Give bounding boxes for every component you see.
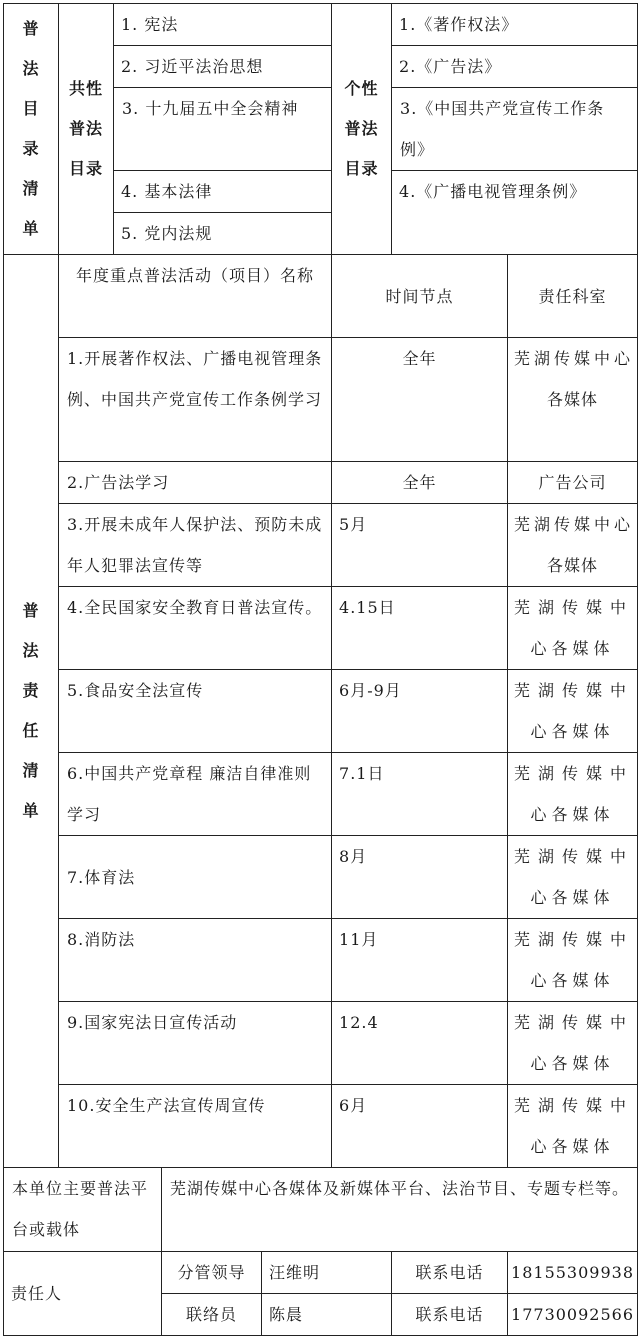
role-cell: 联络员 — [162, 1294, 262, 1336]
time-cell: 4.15日 — [332, 587, 508, 670]
dept-cell: 芜湖传媒中心各媒体 — [508, 338, 638, 462]
time-cell: 全年 — [332, 338, 508, 462]
platform-label: 本单位主要普法平台或载体 — [4, 1168, 162, 1252]
activity-cell: 4.全民国家安全教育日普法宣传。 — [59, 587, 332, 670]
time-header: 时间节点 — [332, 255, 508, 338]
activity-cell: 5.食品安全法宣传 — [59, 670, 332, 753]
phone-label: 联系电话 — [392, 1252, 508, 1294]
activity-cell: 1.开展著作权法、广播电视管理条例、中国共产党宣传工作条例学习 — [59, 338, 332, 462]
time-cell: 7.1日 — [332, 753, 508, 836]
common-item: 5. 党内法规 — [114, 213, 332, 255]
activity-cell: 9.国家宪法日宣传活动 — [59, 1002, 332, 1085]
activity-cell: 8.消防法 — [59, 919, 332, 1002]
catalog-section-label: 普 法 目 录 清 单 — [4, 4, 59, 255]
dept-cell: 芜湖传媒中心各媒体 — [508, 587, 638, 670]
responsible-label: 责任人 — [4, 1252, 162, 1336]
special-item: 4.《广播电视管理条例》 — [392, 171, 638, 255]
common-item: 3. 十九届五中全会精神 — [114, 88, 332, 171]
special-item: 3.《中国共产党宣传工作条例》 — [392, 88, 638, 171]
special-item: 2.《广告法》 — [392, 46, 638, 88]
activity-cell: 7.体育法 — [59, 836, 332, 919]
phone-number: 18155309938 — [508, 1252, 638, 1294]
activity-header: 年度重点普法活动（项目）名称 — [59, 255, 332, 338]
common-item: 4. 基本法律 — [114, 171, 332, 213]
common-item: 1. 宪法 — [114, 4, 332, 46]
role-cell: 分管领导 — [162, 1252, 262, 1294]
person-name: 汪维明 — [262, 1252, 392, 1294]
responsibility-section-label: 普 法 责 任 清 单 — [4, 255, 59, 1168]
dept-cell: 芜湖传媒中心各媒体 — [508, 1085, 638, 1168]
special-item: 1.《著作权法》 — [392, 4, 638, 46]
dept-header: 责任科室 — [508, 255, 638, 338]
special-catalog-label: 个性 普法 目录 — [332, 4, 392, 255]
common-item: 2. 习近平法治思想 — [114, 46, 332, 88]
time-cell: 6月-9月 — [332, 670, 508, 753]
phone-number: 17730092566 — [508, 1294, 638, 1336]
dept-cell: 广告公司 — [508, 462, 638, 504]
dept-cell: 芜湖传媒中心各媒体 — [508, 836, 638, 919]
time-cell: 8月 — [332, 836, 508, 919]
law-popularization-table — [3, 3, 638, 1336]
dept-cell: 芜湖传媒中心各媒体 — [508, 1002, 638, 1085]
dept-cell: 芜湖传媒中心各媒体 — [508, 919, 638, 1002]
time-cell: 6月 — [332, 1085, 508, 1168]
time-cell: 11月 — [332, 919, 508, 1002]
activity-cell: 6.中国共产党章程 廉洁自律准则学习 — [59, 753, 332, 836]
person-name: 陈晨 — [262, 1294, 392, 1336]
dept-cell: 芜湖传媒中心各媒体 — [508, 670, 638, 753]
dept-cell: 芜湖传媒中心各媒体 — [508, 504, 638, 587]
activity-cell: 3.开展未成年人保护法、预防未成年人犯罪法宣传等 — [59, 504, 332, 587]
activity-cell: 2.广告法学习 — [59, 462, 332, 504]
phone-label: 联系电话 — [392, 1294, 508, 1336]
dept-cell: 芜湖传媒中心各媒体 — [508, 753, 638, 836]
time-cell: 全年 — [332, 462, 508, 504]
common-catalog-label: 共性 普法 目录 — [59, 4, 114, 255]
time-cell: 12.4 — [332, 1002, 508, 1085]
activity-cell: 10.安全生产法宣传周宣传 — [59, 1085, 332, 1168]
time-cell: 5月 — [332, 504, 508, 587]
platform-value: 芜湖传媒中心各媒体及新媒体平台、法治节目、专题专栏等。 — [162, 1168, 638, 1252]
